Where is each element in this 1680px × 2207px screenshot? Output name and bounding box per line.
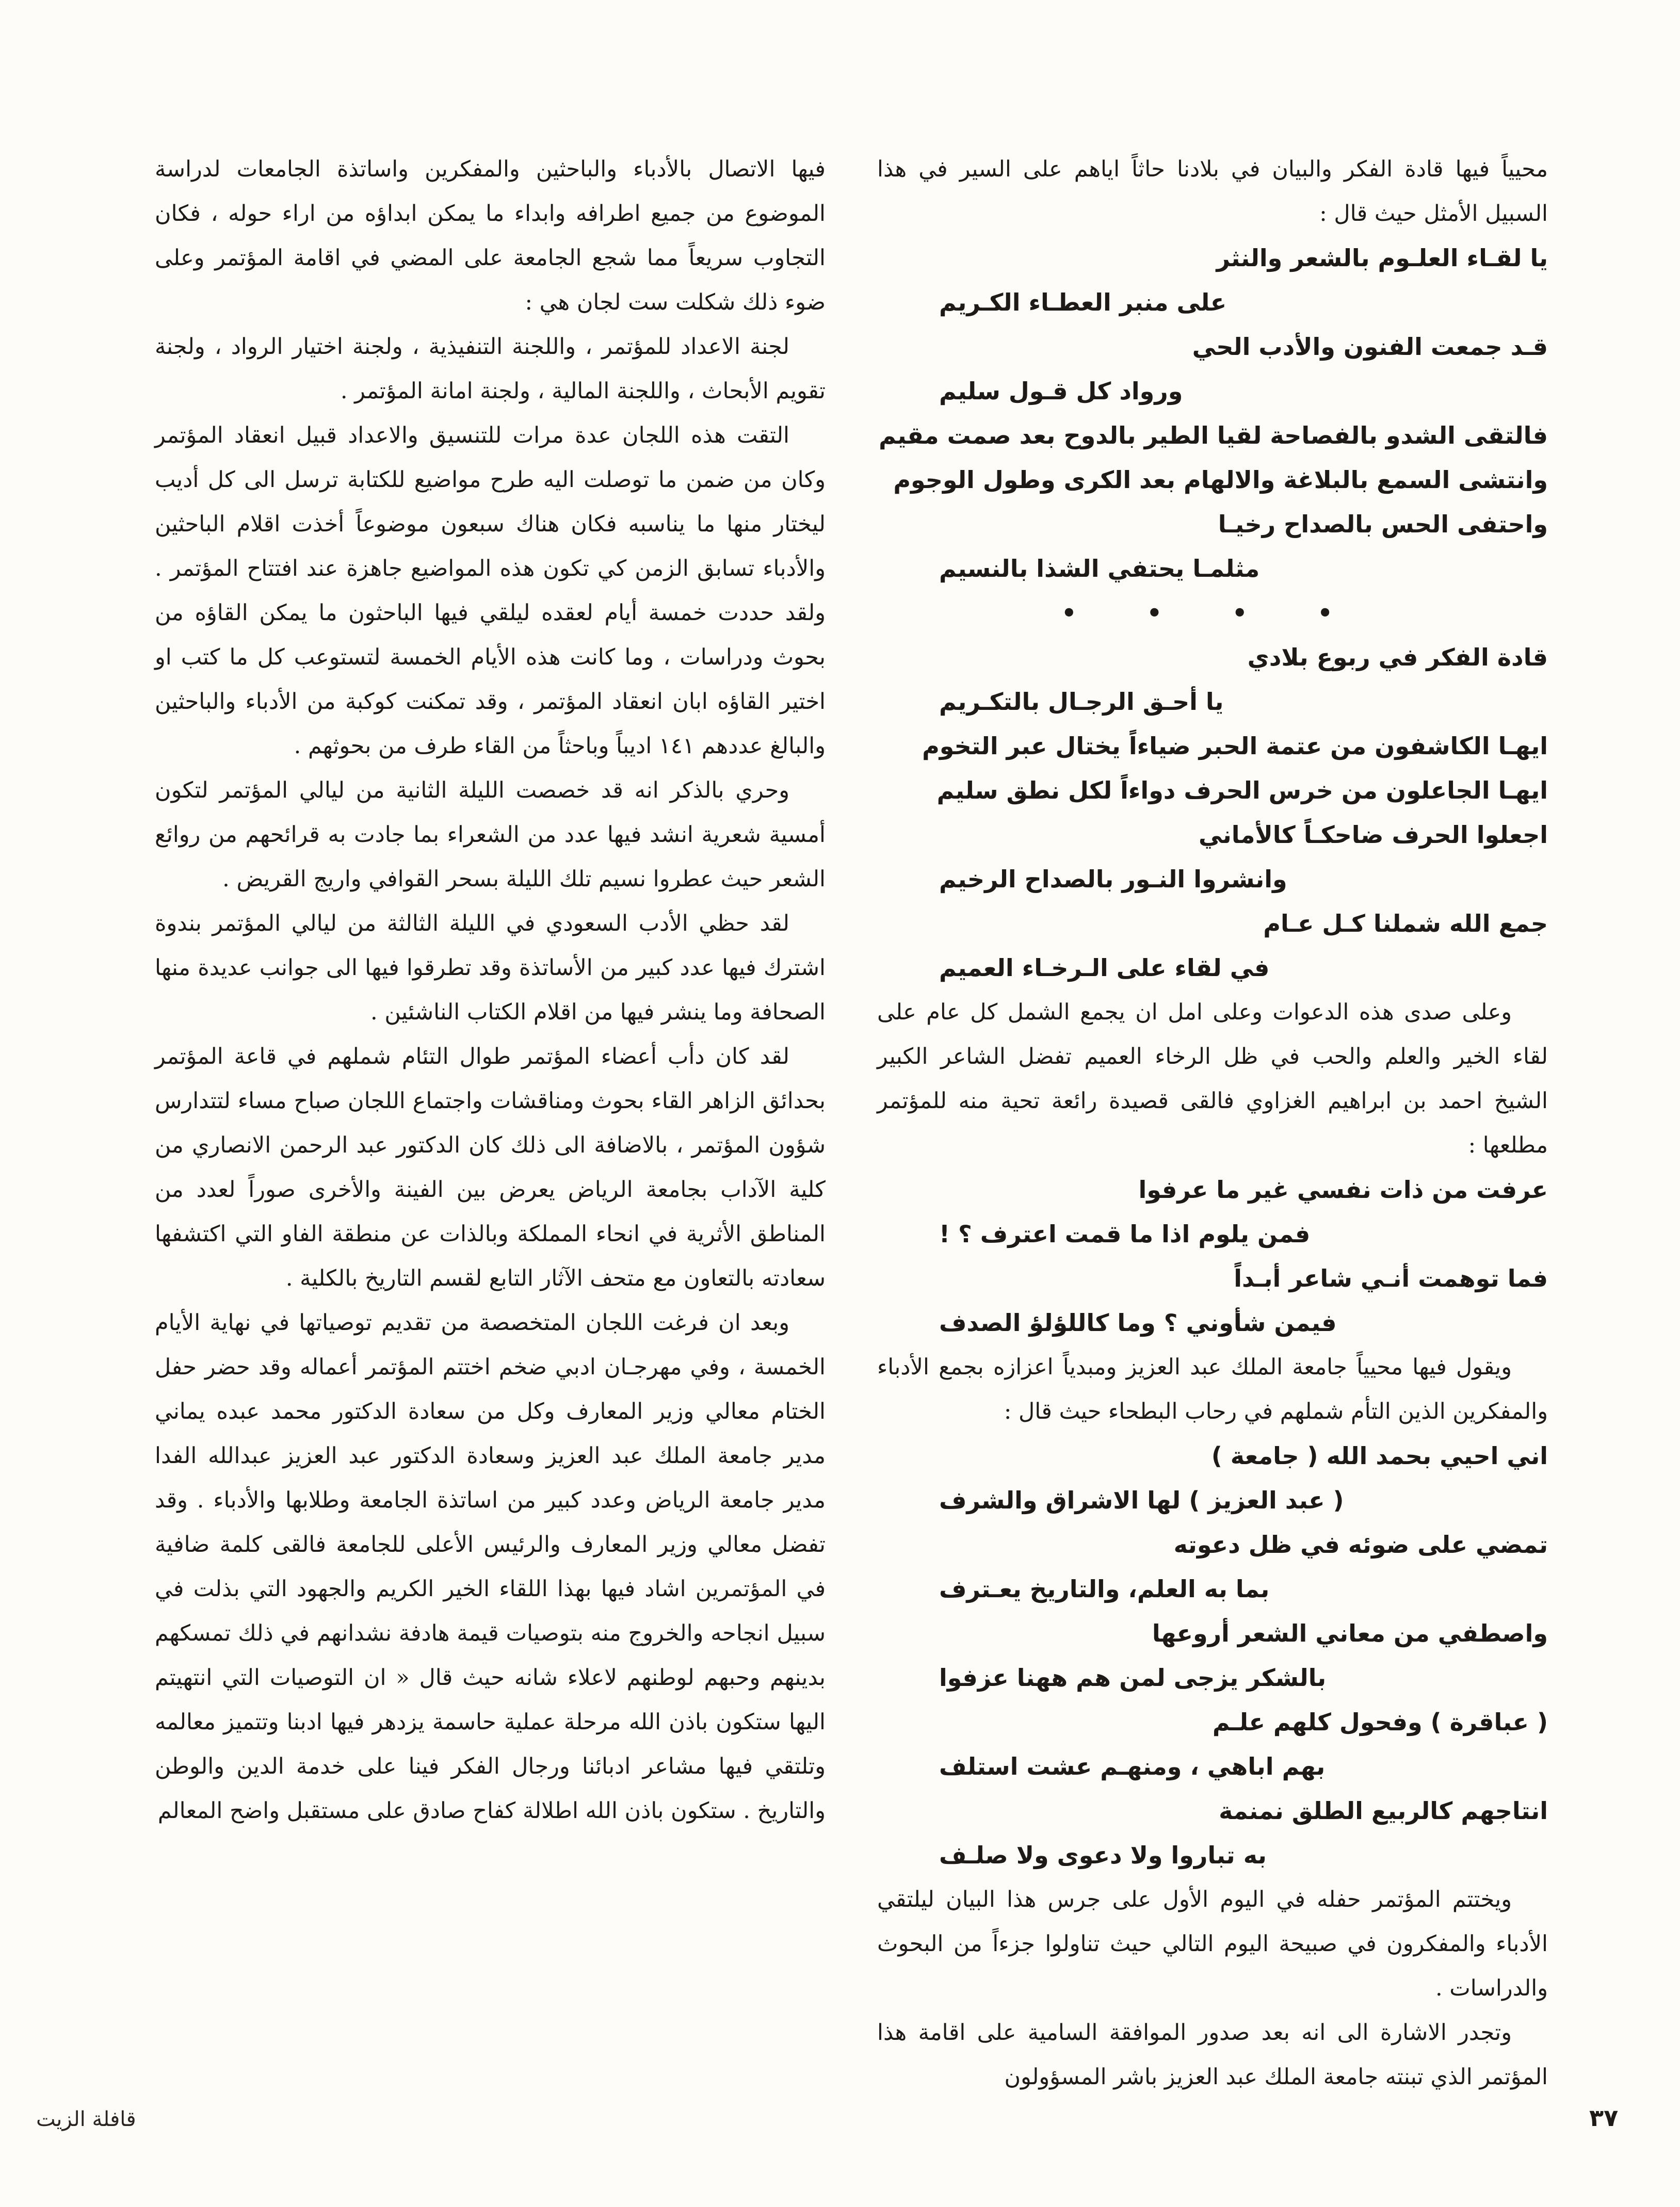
poem-4 [877, 1434, 1548, 1877]
verse-line: قـد جمعت الفنون والأدب الحي [1192, 333, 1548, 361]
poem-2 [877, 635, 1548, 990]
verse-line: فيمن شأوني ؟ وما كاللؤلؤ الصدف [939, 1309, 1337, 1337]
verse-line: ايهـا الجاعلون من خرس الحرف دواءاً لكل نطق سليم [936, 776, 1548, 804]
verse-line: على منبر العطـاء الكـريم [939, 288, 1227, 316]
left-paragraph-7: وبعد ان فرغت اللجان المتخصصة من تقديم توصياتها في نهاية الأيام الخمسة ، وفي مهرجـان ادبي ضخم اختتم المؤتمر أعماله وقد حضر حفل الختام معالي وزير المعارف وكل من سعادة الدكتور محمد عبده يماني مدير جامعة الملك عبد العزيز وسعادة الدكتور عبد العزيز عبدالله الفدا مدير جامعة الرياض وعدد كبير من اساتذة الجامعة وطلابها والأدباء . وقد تفضل معالي وزير المعارف والرئيس الأعلى للجامعة فالقى كلمة ضافية في المؤتمرين اشاد فيها بهذا اللقاء الخير الكريم والجهود التي بذلت في سبيل انجاحه والخروج منه بتوصيات قيمة هادفة نشدانهم في ذلك تمسكهم بدينهم وحبهم لوطنهم لاعلاء شانه حيث قال « ان التوصيات التي انتهيتم اليها ستكون باذن الله مرحلة عملية حاسمة يزدهر فيها ادبنا وتتميز معالمه وتلتقي فيها مشاعر ادبائنا ورجال الفكر فينا على خدمة الدين والوطن والتاريخ . ستكون باذن الله اطلالة كفاح صادق على مستقبل واضح المعالم [155, 1310, 826, 1824]
verse-line: واصطفي من معاني الشعر أروعها [1152, 1619, 1548, 1647]
left-paragraph-2: لجنة الاعداد للمؤتمر ، واللجنة التنفيذية ، ولجنة اختيار الرواد ، ولجنة تقويم الأبحاث ، واللجنة المالية ، ولجنة امانة المؤتمر . [155, 334, 826, 404]
right-column [877, 147, 1548, 2090]
left-paragraph-6: لقد كان دأب أعضاء المؤتمر طوال التئام شملهم في قاعة المؤتمر بحدائق الزاهر القاء بحوث ومناقشات واجتماع اللجان صباح مساء لتتدارس شؤون المؤتمر ، بالاضافة الى ذلك كان الدكتور عبد الرحمن الانصاري من كلية الآداب بجامعة الرياض يعرض بين الفينة والأخرى صوراً لعدد من المناطق الأثرية في انحاء المملكة وبالذات عن منطقة الفاو التي اكتشفها سعادته بالتعاون مع متحف الآثار التابع لقسم التاريخ بالكلية . [155, 1044, 826, 1291]
verse-line: قادة الفكر في ربوع بلادي [1247, 643, 1548, 671]
verse-line: به تباروا ولا دعوى ولا صلـف [939, 1841, 1267, 1869]
verse-line: يا أحـق الرجـال بالتكـريم [939, 688, 1224, 716]
verse-line: وانشروا النـور بالصداح الرخيم [939, 865, 1287, 893]
left-paragraph-5: لقد حظي الأدب السعودي في الليلة الثالثة من ليالي المؤتمر بندوة اشترك فيها عدد كبير من الأساتذة وقد تطرقوا فيها الى جوانب عديدة منها الصحافة وما ينشر فيها من اقلام الكتاب الناشئين . [155, 911, 826, 1025]
right-paragraph-2: ويقول فيها محيياً جامعة الملك عبد العزيز ومبدياً اعزازه بجمع الأدباء والمفكرين الذين التأم شملهم في رحاب البطحاء حيث قال : [877, 1354, 1548, 1424]
verse-line: اني احيي بحمد الله ( جامعة ) [1211, 1442, 1548, 1470]
verse-line: اجعلوا الحرف ضاحكـاً كالأماني [1198, 821, 1548, 849]
left-column [155, 147, 826, 2066]
left-paragraph-3: التقت هذه اللجان عدة مرات للتنسيق والاعداد قبيل انعقاد المؤتمر وكان من ضمن ما توصلت اليه طرح مواضيع للكتابة ترسل الى كل أديب ليختار منها ما يناسبه فكان هناك سبعون موضوعاً أخذت اقلام الباحثين والأدباء تسابق الزمن كي تكون هذه المواضيع جاهزة عند افتتاح المؤتمر . ولقد حددت خمسة أيام لعقده ليلقي فيها الباحثون ما يمكن القاؤه من بحوث ودراسات ، وما كانت هذه الأيام الخمسة لتستوعب كل ما كتب او اختير القاؤه ابان انعقاد المؤتمر ، وقد تمكنت كوكبة من الأدباء والباحثين والبالغ عددهم ١٤١ اديباً وباحثاً من القاء طرف من بحوثهم . [155, 423, 826, 759]
right-paragraph-1: وعلى صدى هذه الدعوات وعلى امل ان يجمع الشمل كل عام على لقاء الخير والعلم والحب في ظل الرخاء العميم تفضل الشاعر الكبير الشيخ احمد بن ابراهيم الغزاوي فالقى قصيدة رائعة تحية منه للمؤتمر مطلعها : [877, 999, 1548, 1158]
verse-line: عرفت من ذات نفسي غير ما عرفوا [1138, 1176, 1548, 1204]
right-paragraph-4: وتجدر الاشارة الى انه بعد صدور الموافقة السامية على اقامة هذا المؤتمر الذي تبنته جامعة الملك عبد العزيز باشر المسؤولون [877, 2020, 1548, 2090]
verse-line: بما به العلم، والتاريخ يعـترف [939, 1575, 1270, 1603]
verse-line: ايهـا الكاشفون من عتمة الحبر ضياءاً يختال عبر التخوم [922, 732, 1548, 760]
verse-line: بالشكر يزجى لمن هم ههنا عزفوا [939, 1664, 1327, 1692]
verse-line: فمن يلوم اذا ما قمت اعترف ؟ ! [939, 1220, 1311, 1248]
page-number: ٣٧ [1589, 2104, 1619, 2132]
verse-line: واحتفى الحس بالصداح رخيـا [1218, 510, 1548, 538]
poem-1 [877, 236, 1548, 591]
right-intro: محيياً فيها قادة الفكر والبيان في بلادنا حاثاً اياهم على السير في هذا السبيل الأمثل حيث قال : [877, 156, 1548, 226]
verse-line: في لقاء على الـرخـاء العميم [939, 954, 1270, 982]
left-paragraph-1: فيها الاتصال بالأدباء والباحثين والمفكرين واساتذة الجامعات لدراسة الموضوع من جميع اطرافه وابداء ما يمكن ابداؤه من اراء حوله ، فكان التجاوب سريعاً مما شجع الجامعة على المضي في اقامة المؤتمر وعلى ضوء ذلك شكلت ست لجان هي : [155, 156, 826, 315]
verse-line: يا لقـاء العلـوم بالشعر والنثر [1216, 244, 1548, 272]
verse-line: تمضي على ضوئه في ظل دعوته [1173, 1531, 1548, 1559]
verse-line: فالتقى الشدو بالفصاحة لقيا الطير بالدوح بعد صمت مقيم [879, 421, 1548, 449]
section-separator: • • • • [1061, 599, 1364, 627]
poem-3 [877, 1167, 1548, 1345]
right-paragraph-3: ويختتم المؤتمر حفله في اليوم الأول على جرس هذا البيان ليلتقي الأدباء والمفكرون في صبيحة اليوم التالي حيث تناولوا جزءاً من البحوث والدراسات . [877, 1887, 1548, 2001]
verse-line: وانتشى السمع بالبلاغة والالهام بعد الكرى وطول الوجوم [893, 466, 1548, 494]
verse-line: فما توهمت أنـي شاعر أبـداً [1234, 1264, 1548, 1292]
verse-line: مثلمـا يحتفي الشذا بالنسيم [939, 555, 1260, 582]
magazine-name: قافلة الزيت [36, 2107, 136, 2131]
left-paragraph-4: وحري بالذكر انه قد خصصت الليلة الثانية من ليالي المؤتمر لتكون أمسية شعرية انشد فيها عدد من الشعراء بما جادت به قرائحهم من روائع الشعر حيث عطروا نسيم تلك الليلة بسحر القوافي واريج القريض . [155, 777, 826, 892]
verse-line: ورواد كل قـول سليم [939, 377, 1183, 405]
verse-line: ( عبد العزيز ) لها الاشراق والشرف [939, 1486, 1344, 1514]
verse-line: بهم اباهي ، ومنهـم عشت استلف [939, 1752, 1326, 1780]
verse-line: انتاجهم كالربيع الطلق نمنمة [1219, 1797, 1548, 1825]
verse-line: جمع الله شملنا كـل عـام [1263, 910, 1548, 937]
verse-line: ( عباقرة ) وفحول كلهم علـم [1212, 1708, 1548, 1736]
